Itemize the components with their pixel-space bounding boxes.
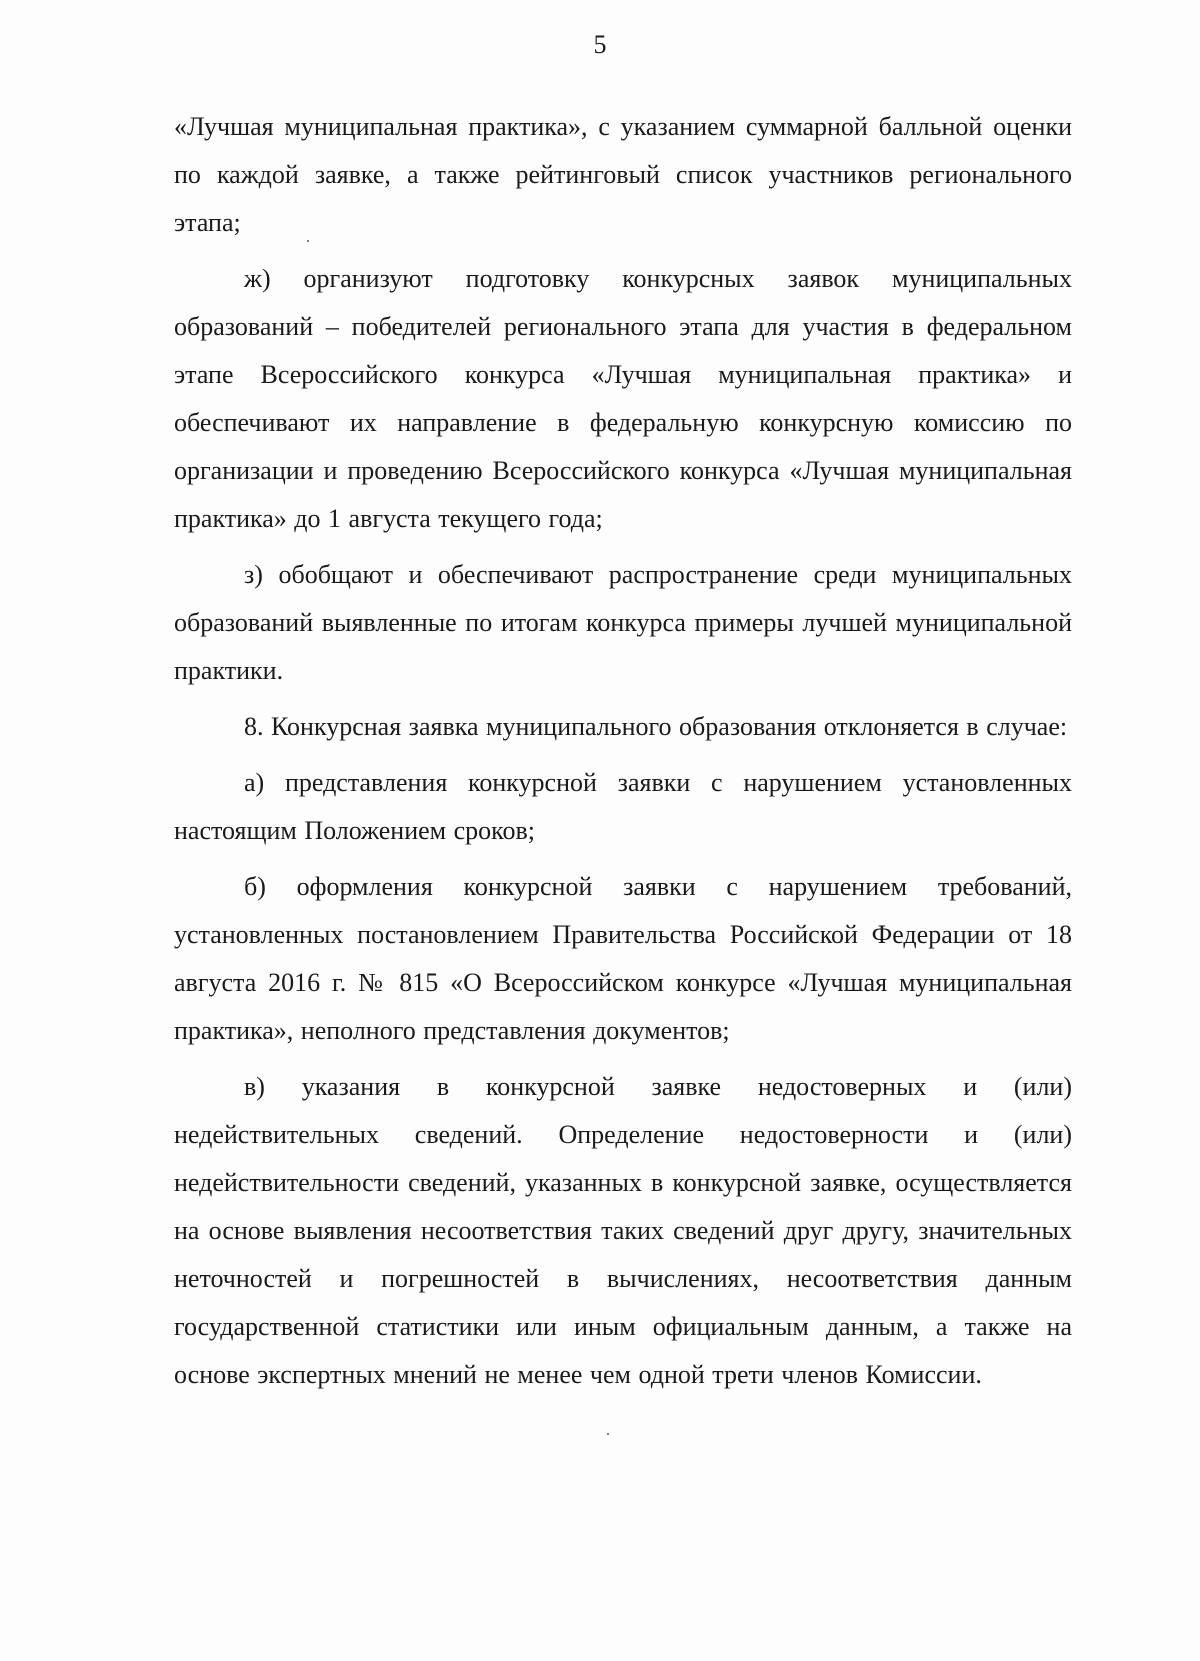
scan-speck — [307, 240, 309, 242]
paragraph-item-zh: ж) организуют подготовку конкурсных заявок муниципальных образований – победителей регионального этапа для участия в федеральном этапе Всероссийского конкурса «Лучшая муниципальная практика» и обеспечивают их направление в федеральную конкурсную комиссию по организации и проведению Всероссийского конкурса «Лучшая муниципальная практика» до 1 августа текущего года; — [174, 264, 1072, 533]
paragraph-item-v: в) указания в конкурсной заявке недостоверных и (или) недействительных сведений. Определение недостоверности и (или) недействительности сведений, указанных в конкурсной заявке, осуществляется на основе выявления несоответствия таких сведений друг другу, значительных неточностей и погрешностей в вычислениях, несоответствия данным государственной статистики или иным официальным данным, а также на основе экспертных мнений не менее чем одной трети членов Комиссии. — [174, 1072, 1072, 1389]
paragraph-clause-8: 8. Конкурсная заявка муниципального образования отклоняется в случае: — [244, 712, 1068, 741]
paragraph-item-a: а) представления конкурсной заявки с нарушением установленных настоящим Положением сроков; — [174, 768, 1072, 845]
scan-speck — [607, 1433, 609, 1435]
paragraph-item-z: з) обобщают и обеспечивают распространение среди муниципальных образований выявленные по итогам конкурса примеры лучшей муниципальной практики. — [174, 560, 1072, 685]
page-number: 5 — [593, 30, 607, 59]
paragraph-item-b: б) оформления конкурсной заявки с нарушением требований, установленных постановлением Правительства Российской Федерации от 18 августа 2016 г. № 815 «О Всероссийском конкурсе «Лучшая муниципальная практика», неполного представления документов; — [174, 872, 1072, 1045]
paragraph-continuation: «Лучшая муниципальная практика», с указанием суммарной балльной оценки по каждой заявке, а также рейтинговый список участников регионального этапа; — [174, 112, 1072, 237]
document-body — [174, 103, 1072, 1407]
